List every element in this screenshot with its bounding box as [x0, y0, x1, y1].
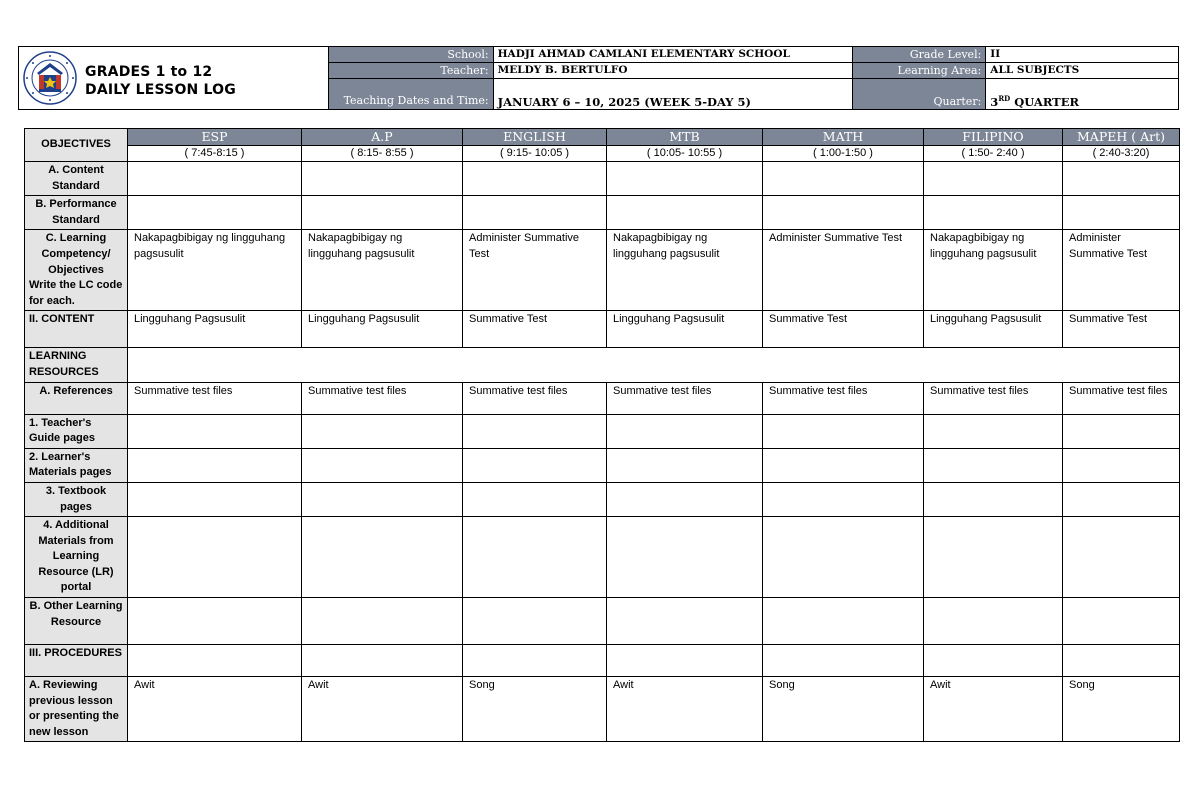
- subject-math: MATH: [763, 129, 924, 146]
- cell: [1063, 645, 1180, 677]
- row-label-other-resource: B. Other Learning Resource: [25, 598, 128, 645]
- content-math: Summative Test: [763, 311, 924, 348]
- cell: [463, 598, 607, 645]
- cell: [128, 645, 302, 677]
- cell: [128, 448, 302, 482]
- references-math: Summative test files: [763, 382, 924, 414]
- cell: [302, 414, 463, 448]
- daily-lesson-log-table: [24, 128, 1180, 742]
- cell: [924, 598, 1063, 645]
- grade-level-value: II: [986, 47, 1179, 63]
- row-label-learners-materials: 2. Learner's Materials pages: [25, 448, 128, 482]
- content-english: Summative Test: [463, 311, 607, 348]
- subject-english: ENGLISH: [463, 129, 607, 146]
- cell: [924, 162, 1063, 196]
- time-mtb: ( 10:05- 10:55 ): [607, 146, 763, 162]
- references-ap: Summative test files: [302, 382, 463, 414]
- log-title-line1: GRADES 1 to 12: [85, 64, 213, 80]
- title-block: [18, 46, 329, 110]
- competency-mapeh: Administer Summative Test: [1063, 230, 1180, 311]
- time-mapeh: ( 2:40-3:20): [1063, 146, 1180, 162]
- reviewing-ap: Awit: [302, 677, 463, 742]
- cell: [607, 196, 763, 230]
- references-mtb: Summative test files: [607, 382, 763, 414]
- subject-ap: A.P: [302, 129, 463, 146]
- cell: [607, 162, 763, 196]
- cell: [128, 162, 302, 196]
- cell: [607, 414, 763, 448]
- cell: [128, 517, 302, 598]
- cell: [128, 598, 302, 645]
- cell: [1063, 162, 1180, 196]
- cell: [763, 517, 924, 598]
- content-esp: Lingguhang Pagsusulit: [128, 311, 302, 348]
- row-label-content: II. CONTENT: [25, 311, 128, 348]
- cell: [463, 162, 607, 196]
- competency-math: Administer Summative Test: [763, 230, 924, 311]
- cell: [763, 162, 924, 196]
- learning-area-label: Learning Area:: [853, 63, 986, 79]
- content-ap: Lingguhang Pagsusulit: [302, 311, 463, 348]
- row-label-content-standard: A. Content Standard: [25, 162, 128, 196]
- cell: [302, 517, 463, 598]
- school-info-table: [328, 46, 1179, 110]
- row-label-learning-resources: LEARNING RESOURCES: [25, 348, 128, 382]
- time-math: ( 1:00-1:50 ): [763, 146, 924, 162]
- time-english: ( 9:15- 10:05 ): [463, 146, 607, 162]
- deped-seal-icon: [23, 51, 77, 105]
- learning-area-value: ALL SUBJECTS: [986, 63, 1179, 79]
- lesson-log-header: [18, 46, 1179, 111]
- cell: [302, 598, 463, 645]
- subject-mapeh: MAPEH ( Art): [1063, 129, 1180, 146]
- cell: [607, 448, 763, 482]
- competency-english: Administer Summative Test: [463, 230, 607, 311]
- reviewing-mapeh: Song: [1063, 677, 1180, 742]
- cell: [607, 482, 763, 516]
- row-label-additional-materials: 4. Additional Materials from Learning Resource (LR) portal: [25, 517, 128, 598]
- subject-mtb: MTB: [607, 129, 763, 146]
- competency-note: Write the LC code for each.: [29, 279, 123, 307]
- content-mapeh: Summative Test: [1063, 311, 1180, 348]
- cell: [1063, 196, 1180, 230]
- reviewing-filipino: Awit: [924, 677, 1063, 742]
- row-label-procedures: III. PROCEDURES: [25, 645, 128, 677]
- cell: [924, 196, 1063, 230]
- cell: [128, 196, 302, 230]
- cell: [607, 598, 763, 645]
- teacher-value: MELDY B. BERTULFO: [493, 63, 853, 79]
- cell: [763, 448, 924, 482]
- cell: [763, 645, 924, 677]
- cell: [128, 482, 302, 516]
- cell: [463, 196, 607, 230]
- competency-ap: Nakapagbibigay ng lingguhang pagsusulit: [302, 230, 463, 311]
- cell: [302, 645, 463, 677]
- subject-filipino: FILIPINO: [924, 129, 1063, 146]
- references-english: Summative test files: [463, 382, 607, 414]
- cell: [302, 448, 463, 482]
- competency-filipino: Nakapagbibigay ng lingguhang pagsusulit: [924, 230, 1063, 311]
- cell: [924, 448, 1063, 482]
- cell: [1063, 598, 1180, 645]
- cell: [463, 645, 607, 677]
- references-mapeh: Summative test files: [1063, 382, 1180, 414]
- competency-label: C. Learning Competency/ Objectives: [41, 232, 111, 276]
- cell: [1063, 517, 1180, 598]
- time-ap: ( 8:15- 8:55 ): [302, 146, 463, 162]
- row-label-reviewing: A. Reviewing previous lesson or presenting the new lesson: [25, 677, 128, 742]
- row-label-references: A. References: [25, 382, 128, 414]
- row-label-teachers-guide: 1. Teacher's Guide pages: [25, 414, 128, 448]
- cell: [1063, 448, 1180, 482]
- log-title-line2: DAILY LESSON LOG: [85, 82, 236, 98]
- cell: [302, 162, 463, 196]
- grade-level-label: Grade Level:: [853, 47, 986, 63]
- cell: [763, 482, 924, 516]
- cell: [1063, 414, 1180, 448]
- teaching-dates-value: JANUARY 6 – 10, 2025 (WEEK 5-DAY 5): [493, 79, 853, 110]
- subject-esp: ESP: [128, 129, 302, 146]
- cell: [924, 414, 1063, 448]
- teacher-label: Teacher:: [329, 63, 494, 79]
- reviewing-english: Song: [463, 677, 607, 742]
- cell: [463, 448, 607, 482]
- cell: [924, 645, 1063, 677]
- row-label-performance-standard: B. Performance Standard: [25, 196, 128, 230]
- content-filipino: Lingguhang Pagsusulit: [924, 311, 1063, 348]
- cell: [763, 196, 924, 230]
- time-filipino: ( 1:50- 2:40 ): [924, 146, 1063, 162]
- cell: [463, 482, 607, 516]
- reviewing-math: Song: [763, 677, 924, 742]
- teaching-dates-label: Teaching Dates and Time:: [329, 79, 494, 110]
- competency-esp: Nakapagbibigay ng lingguhang pagsusulit: [128, 230, 302, 311]
- learning-resources-span: [128, 348, 1180, 382]
- cell: [607, 517, 763, 598]
- cell: [924, 482, 1063, 516]
- quarter-value: 3RD QUARTER: [986, 79, 1179, 110]
- cell: [1063, 482, 1180, 516]
- cell: [128, 414, 302, 448]
- cell: [302, 196, 463, 230]
- cell: [763, 414, 924, 448]
- cell: [302, 482, 463, 516]
- cell: [607, 645, 763, 677]
- time-esp: ( 7:45-8:15 ): [128, 146, 302, 162]
- cell: [924, 517, 1063, 598]
- reviewing-mtb: Awit: [607, 677, 763, 742]
- cell: [463, 517, 607, 598]
- row-label-textbook: 3. Textbook pages: [25, 482, 128, 516]
- row-label-learning-competency: [25, 230, 128, 311]
- school-label: School:: [329, 47, 494, 63]
- cell: [763, 598, 924, 645]
- cell: [463, 414, 607, 448]
- school-value: HADJI AHMAD CAMLANI ELEMENTARY SCHOOL: [493, 47, 853, 63]
- content-mtb: Lingguhang Pagsusulit: [607, 311, 763, 348]
- references-esp: Summative test files: [128, 382, 302, 414]
- competency-mtb: Nakapagbibigay ng lingguhang pagsusulit: [607, 230, 763, 311]
- references-filipino: Summative test files: [924, 382, 1063, 414]
- quarter-label: Quarter:: [853, 79, 986, 110]
- reviewing-esp: Awit: [128, 677, 302, 742]
- objectives-header: OBJECTIVES: [25, 129, 128, 162]
